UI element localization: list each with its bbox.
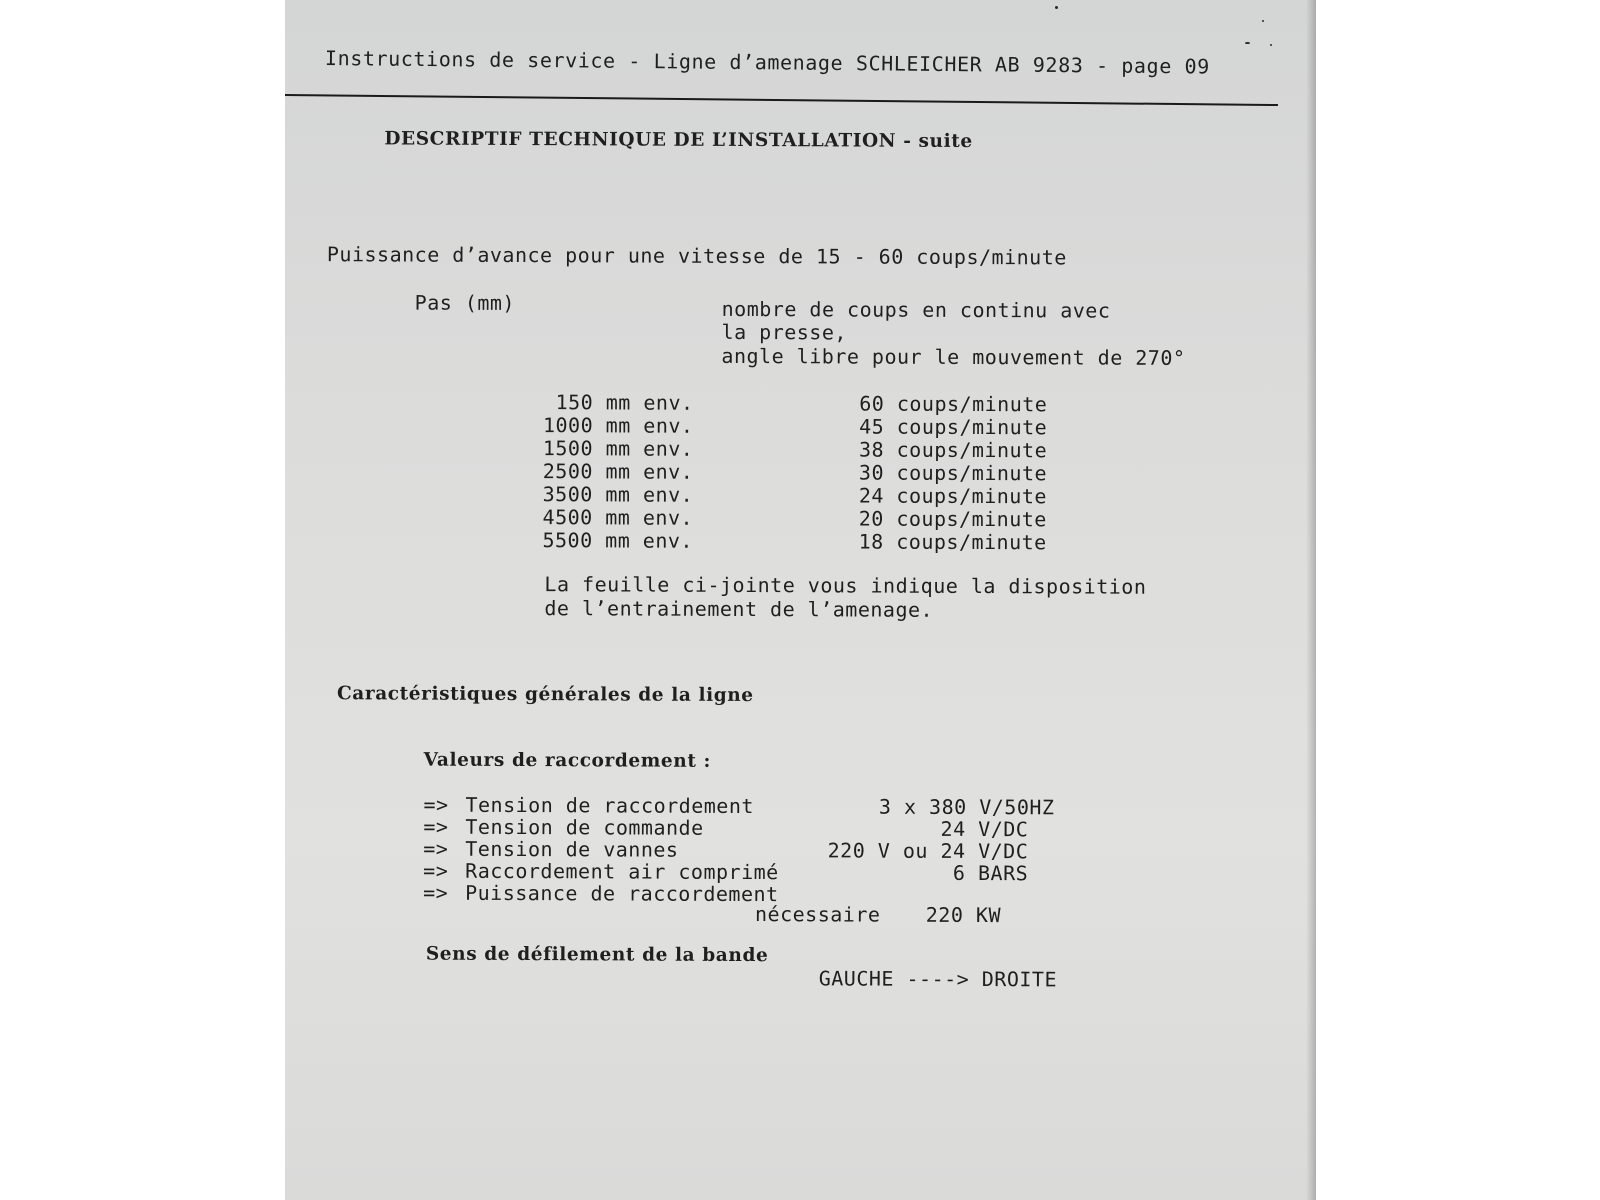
page-edge-shadow [1306,0,1316,1200]
spec-label [423,880,779,907]
table-row-coups: 18 coups/minute [858,529,1047,555]
table-row-coups: 45 coups/minute [859,414,1048,440]
page-body [285,0,1316,1200]
power-continuation-value: 220 KW [925,902,1002,928]
spec-value: 3 x 380 V/50HZ [878,794,1055,820]
spec-label [423,858,779,885]
table-row-coups: 38 coups/minute [858,437,1048,463]
table-row-coups: 60 coups/minute [859,391,1048,417]
spec-value: 6 BARS [952,860,1029,886]
pas-value: 5500 [542,528,593,553]
pas-value: 2500 [542,459,593,484]
spec-label-text: Tension de raccordement [465,792,754,819]
spec-value: 24 V/DC [940,816,1029,842]
arrow-glyph: => [423,836,449,861]
pas-value: 3500 [542,482,593,507]
spec-label [423,814,704,840]
subsection-title: Valeurs de raccordement : [423,749,712,772]
pas-value: 1500 [542,436,594,461]
note-line: de l’entrainement de l’amenage. [544,596,934,622]
spec-label-text: Tension de commande [465,814,704,840]
section-title: Caractéristiques générales de la ligne [336,683,754,707]
page-title: DESCRIPTIF TECHNIQUE DE L’INSTALLATION - suite [384,128,973,153]
pas-unit: mm env. [605,413,694,438]
page-header: Instructions de service - Ligne d’amenage SCHLEICHER AB 9283 - page 09 [324,46,1210,79]
pas-unit: mm env. [605,505,694,530]
table-row-pas [535,530,705,551]
spec-label [423,836,679,862]
table-row-pas [535,484,705,505]
pas-value: 150 [555,390,594,415]
spec-label [423,792,754,819]
table-row-pas [535,461,705,482]
pas-column-label: Pas (mm) [414,290,516,316]
pas-unit: mm env. [605,482,694,507]
power-continuation-label: nécessaire [754,902,881,927]
arrow-glyph: => [423,792,449,817]
arrow-glyph: => [423,880,449,905]
coups-description-line: la presse, [721,319,848,345]
spec-value: 220 V ou 24 V/DC [827,838,1029,864]
spec-label-text: Tension de vannes [465,836,679,862]
spec-label-text: Raccordement air comprimé [465,858,779,885]
table-row-pas [535,438,705,459]
table-row-coups: 24 coups/minute [858,483,1048,509]
table-row-pas [535,507,705,528]
coups-description-line: angle libre pour le mouvement de 270° [721,343,1186,370]
pas-value: 4500 [542,505,593,530]
intro-line: Puissance d’avance pour une vitesse de 15 - 60 coups/minute [326,242,1067,270]
table-row-pas [535,392,705,413]
coups-description-line: nombre de coups en continu avec [721,296,1111,323]
direction-title: Sens de défilement de la bande [425,943,769,967]
pas-unit: mm env. [605,390,694,415]
printed-page [285,0,1316,1200]
note-line: La feuille ci-jointe vous indique la disposition [544,572,1147,599]
pas-value: 1000 [542,413,594,438]
table-row-coups: 20 coups/minute [858,506,1047,532]
pas-unit: mm env. [605,459,694,484]
direction-value: GAUCHE ----> DROITE [818,966,1058,992]
table-row-coups: 30 coups/minute [858,460,1048,486]
arrow-glyph: => [423,858,449,883]
arrow-glyph: => [423,814,449,839]
pas-unit: mm env. [605,528,694,553]
spec-label-text: Puissance de raccordement [465,880,779,907]
table-row-pas [535,415,705,436]
pas-unit: mm env. [605,436,694,461]
